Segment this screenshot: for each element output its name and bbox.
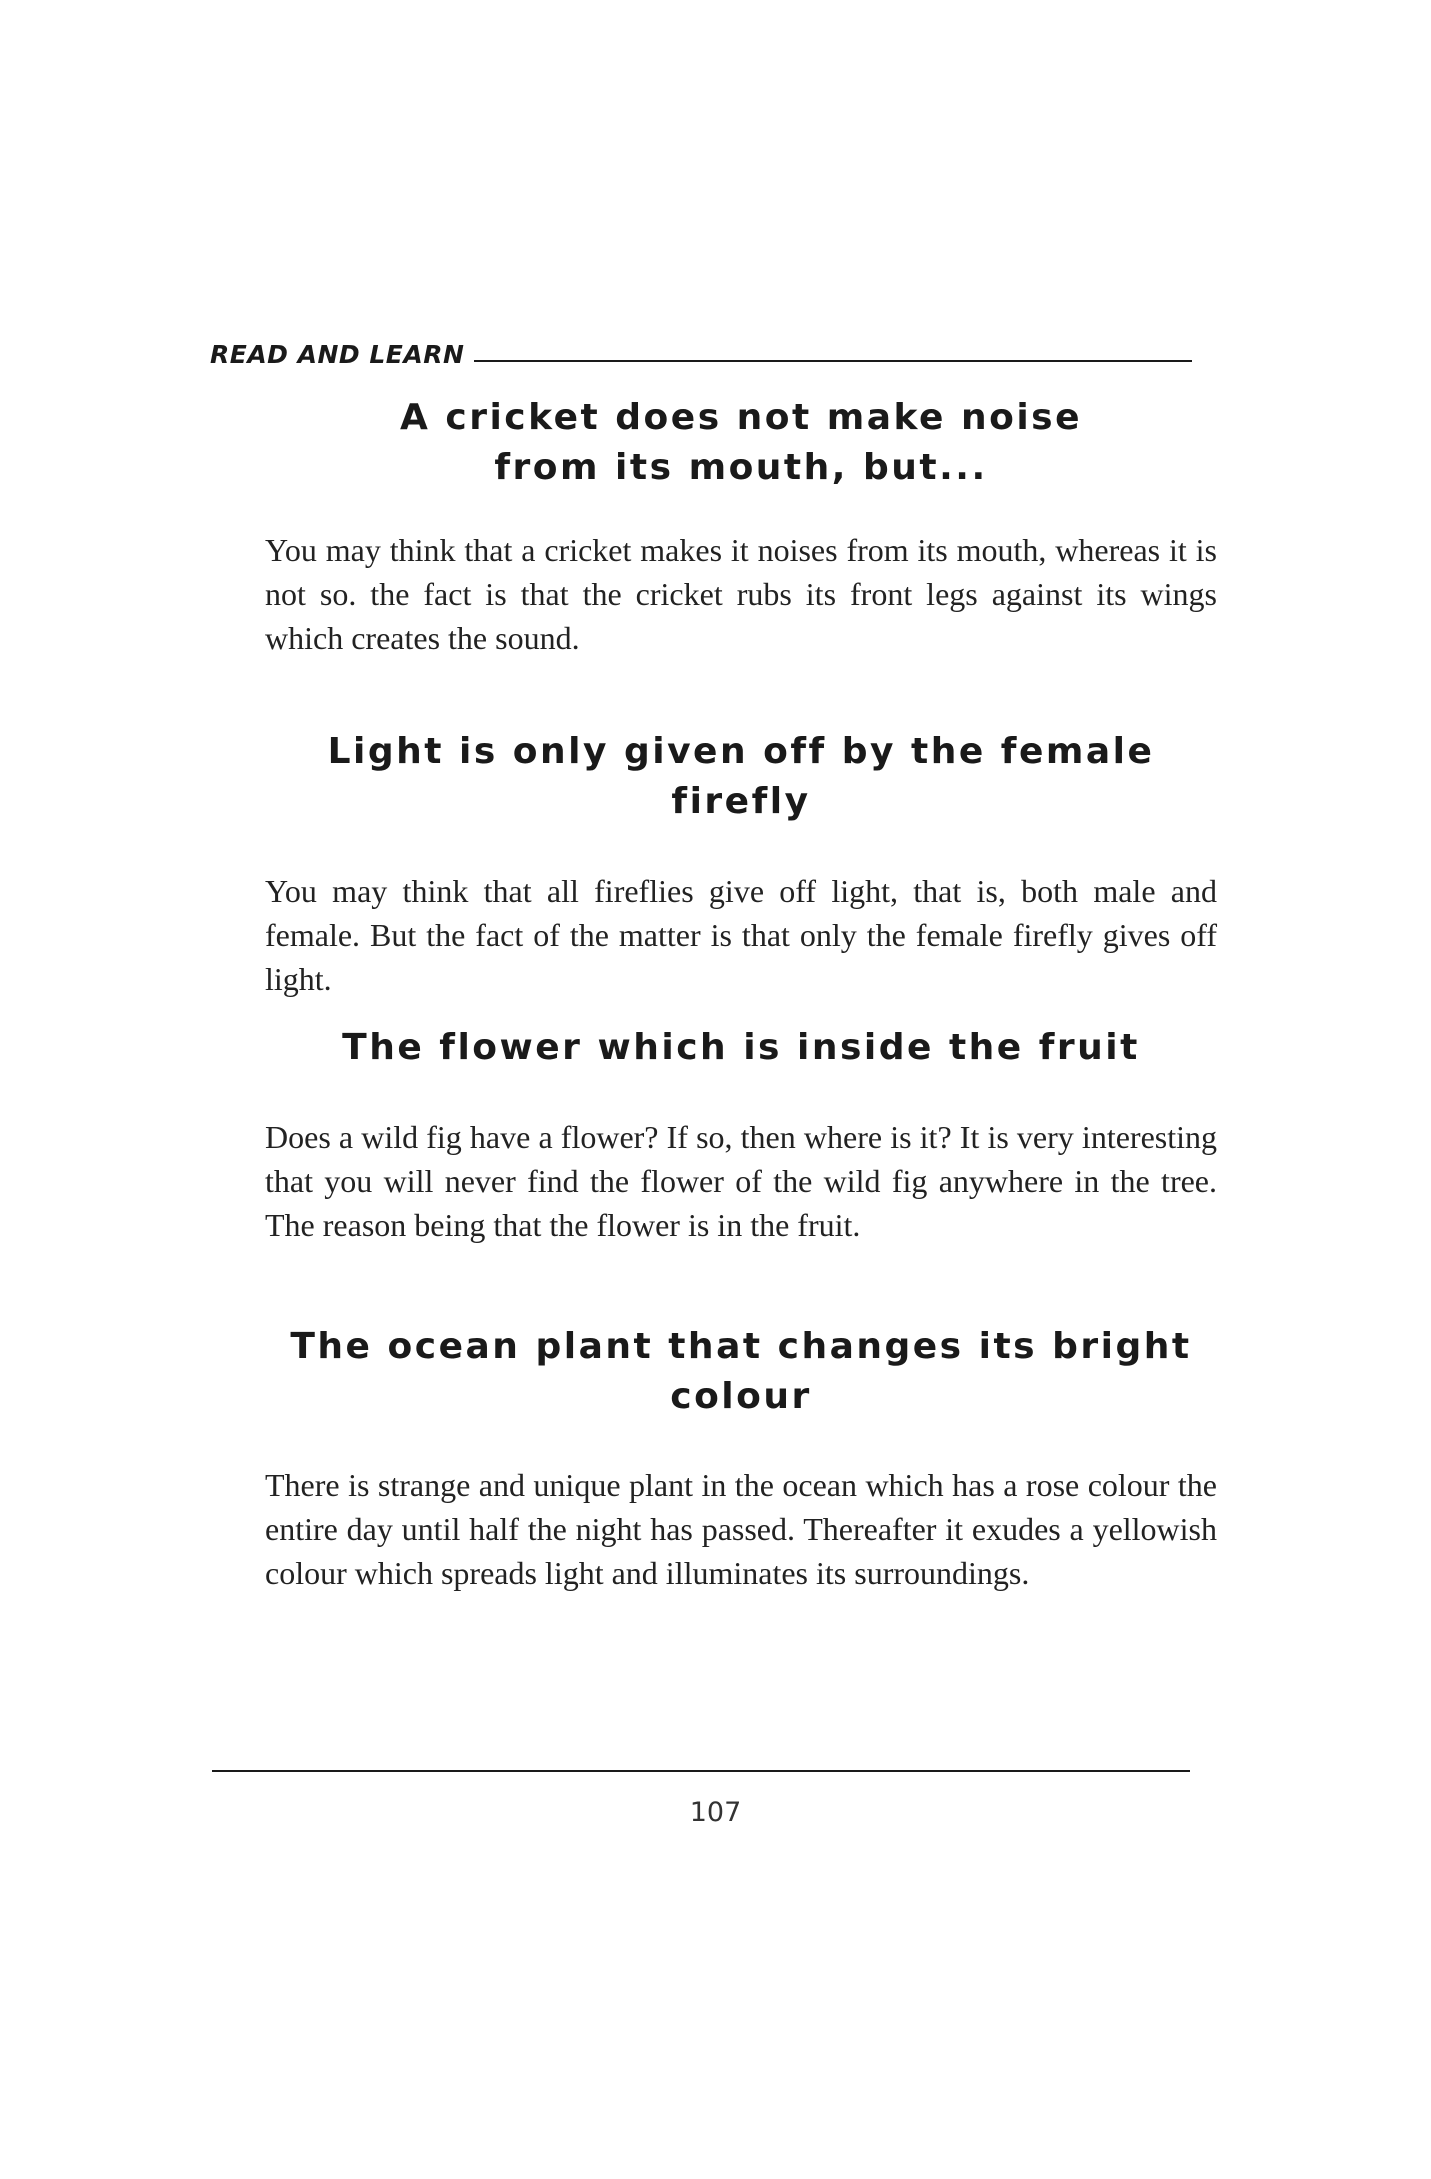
article-body: Does a wild fig have a flower? If so, then where is it? It is very interesting that you will never find the flower of the wild fig anywhere in the tree. The reason being that the flower is in the fruit. <box>265 1119 1217 1243</box>
article-title-line: A cricket does not make noise <box>399 397 1083 438</box>
header-rule <box>474 360 1192 362</box>
article-title-line: from its mouth, but... <box>494 447 988 488</box>
article-body: You may think that all fireflies give off light, that is, both male and female. But the fact of the matter is that only the female firefly gives off light. <box>265 873 1217 997</box>
running-header-label: READ AND LEARN <box>210 340 465 369</box>
article-body: There is strange and unique plant in the ocean which has a rose colour the entire day until half the night has passed. Thereafter it exudes a yellowish colour which spreads light and illuminates its surroundings. <box>265 1467 1217 1591</box>
running-header <box>210 327 1192 367</box>
article-title: Light is only given off by the female firefly <box>327 731 1155 822</box>
article-cricket <box>265 393 1217 660</box>
article-fig-flower <box>265 1023 1217 1247</box>
article-title <box>265 393 1217 493</box>
footer-rule <box>212 1770 1190 1772</box>
article-body: You may think that a cricket makes it noises from its mouth, whereas it is not so. the fact is that the cricket rubs its front legs against its wings which creates the sound. <box>265 532 1217 656</box>
article-ocean-plant <box>265 1322 1217 1595</box>
article-title: The ocean plant that changes its bright colour <box>290 1326 1192 1417</box>
article-title: The flower which is inside the fruit <box>342 1027 1140 1068</box>
page-number: 107 <box>689 1797 742 1828</box>
article-firefly <box>265 727 1217 1001</box>
